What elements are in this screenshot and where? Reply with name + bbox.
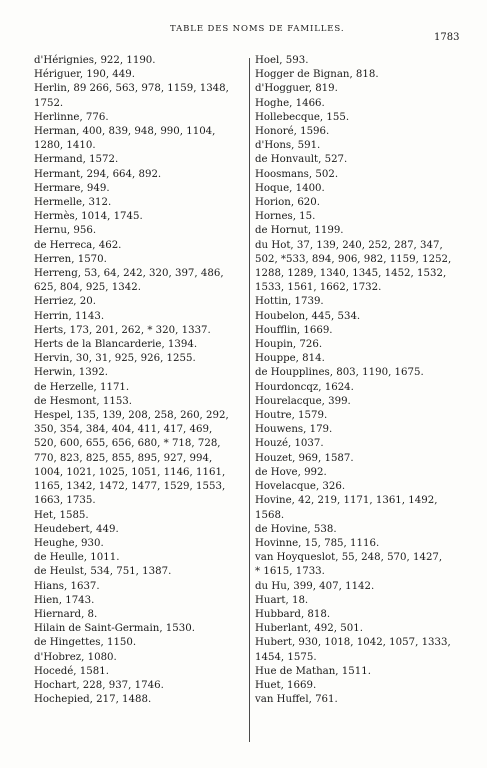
index-entry (34, 366, 244, 380)
index-entry-line: * 1615, 1733. (255, 566, 325, 578)
index-entry-line: Hourelacque, 399. (255, 395, 351, 407)
index-entry-line: Hogger de Bignan, 818. (255, 69, 379, 81)
index-entry-line: de Houpplines, 803, 1190, 1675. (255, 367, 424, 379)
index-entry-line: de Hesmont, 1153. (34, 395, 133, 407)
index-entry-line: Herlin, 89 266, 563, 978, 1159, 1348, (34, 83, 229, 95)
index-entry-line: Honoré, 1596. (255, 126, 330, 138)
index-entry-line: de Hingettes, 1150. (34, 637, 137, 649)
index-entry (34, 82, 244, 110)
index-entry (34, 239, 244, 253)
index-entry-line: 770, 823, 825, 855, 895, 927, 994, (34, 452, 213, 464)
index-entry (255, 395, 477, 409)
index-entry-line: Hiernard, 8. (34, 608, 98, 620)
index-entry (255, 82, 477, 96)
index-entry-line: Herriez, 20. (34, 296, 96, 308)
index-entry (255, 125, 477, 139)
index-entry (255, 295, 477, 309)
index-entry (255, 224, 477, 238)
index-entry-line: Hue de Mathan, 1511. (255, 665, 371, 677)
index-entry-line: du Hot, 37, 139, 240, 252, 287, 347, (255, 239, 443, 251)
index-entry-line: 520, 600, 655, 656, 680, * 718, 728, (34, 438, 221, 450)
index-entry (34, 565, 244, 579)
index-entry-line: Hermelle, 312. (34, 197, 112, 209)
index-entry (255, 622, 477, 636)
index-entry (255, 68, 477, 82)
index-entry (255, 580, 477, 594)
index-entry-line: 1004, 1021, 1025, 1051, 1146, 1161, (34, 466, 226, 478)
index-entry-line: Hoel, 593. (255, 55, 309, 66)
index-entry (255, 679, 477, 693)
index-entry-line: Hoosmans, 502. (255, 168, 339, 180)
index-entry-line: Hochart, 228, 937, 1746. (34, 679, 164, 691)
index-entry (255, 153, 477, 167)
index-entry-line: Herren, 1570. (34, 253, 107, 265)
index-entry (255, 168, 477, 182)
index-entry-line: Herwin, 1392. (34, 367, 108, 379)
index-entry (34, 54, 244, 68)
index-entry (34, 537, 244, 551)
index-entry-line: Herlinne, 776. (34, 111, 109, 123)
index-entry (34, 693, 244, 707)
index-entry-line: Herrin, 1143. (34, 310, 105, 322)
index-entry (255, 636, 477, 664)
index-entry (255, 466, 477, 480)
index-entry-line: d'Hobrez, 1080. (34, 651, 117, 663)
index-entry (34, 395, 244, 409)
index-entry (34, 594, 244, 608)
index-entry-line: Hermare, 949. (34, 182, 110, 194)
index-entry-line: 1663, 1735. (34, 495, 96, 507)
index-entry (34, 267, 244, 295)
index-entry (34, 622, 244, 636)
index-entry (34, 509, 244, 523)
index-entry-line: Hornes, 15. (255, 211, 316, 223)
index-entry (34, 182, 244, 196)
index-entry-line: Houbelon, 445, 534. (255, 310, 361, 322)
index-entry (34, 125, 244, 153)
index-entry-line: 502, *533, 894, 906, 982, 1159, 1252, (255, 253, 452, 265)
index-entry-line: de Hove, 992. (255, 466, 327, 478)
index-entry (34, 324, 244, 338)
index-entry-line: Herts de la Blancarderie, 1394. (34, 339, 198, 351)
index-entry-line: Hovinne, 15, 785, 1116. (255, 537, 380, 549)
index-entry (255, 423, 477, 437)
index-entry-line: 350, 354, 384, 404, 411, 417, 469, (34, 424, 213, 436)
index-entry-line: d'Hogguer, 819. (255, 83, 338, 95)
index-entry-line: Hermant, 294, 664, 892. (34, 168, 162, 180)
index-entry-line: 1454, 1575. (255, 651, 317, 663)
index-entry (255, 338, 477, 352)
index-entry-line: Huberlant, 492, 501. (255, 623, 363, 635)
index-entry-line: Herts, 173, 201, 262, * 320, 1337. (34, 324, 211, 336)
page-number: 1783 (434, 32, 460, 43)
index-entry (34, 338, 244, 352)
index-entry (34, 409, 244, 508)
index-entry (255, 452, 477, 466)
index-entry (34, 168, 244, 182)
index-entry (34, 551, 244, 565)
index-entry-line: de Heulle, 1011. (34, 552, 120, 564)
index-entry (34, 580, 244, 594)
index-entry (34, 111, 244, 125)
index-entry (34, 68, 244, 82)
index-entry (255, 54, 477, 68)
index-column-left (34, 54, 244, 707)
index-entry-line: 625, 804, 925, 1342. (34, 282, 141, 294)
index-entry-line: Hochepied, 217, 1488. (34, 694, 152, 706)
index-entry-line: Huart, 18. (255, 594, 309, 606)
index-entry (255, 366, 477, 380)
index-entry-line: Hermand, 1572. (34, 154, 119, 166)
index-entry (34, 310, 244, 324)
index-entry-line: Hollebecque, 155. (255, 111, 350, 123)
index-entry (255, 381, 477, 395)
column-divider (249, 58, 250, 742)
index-entry-line: Houzé, 1037. (255, 438, 324, 450)
index-entry-line: 1568. (255, 509, 285, 521)
index-entry-line: de Hovine, 538. (255, 523, 337, 535)
index-entry (255, 239, 477, 296)
index-entry-line: Hien, 1743. (34, 594, 95, 606)
index-entry-line: 1165, 1342, 1472, 1477, 1529, 1553, (34, 481, 226, 493)
index-entry (255, 437, 477, 451)
index-entry-line: Hocedé, 1581. (34, 665, 109, 677)
index-entry-line: Houfflin, 1669. (255, 324, 333, 336)
index-entry (34, 253, 244, 267)
index-entry (255, 111, 477, 125)
index-entry (255, 210, 477, 224)
index-entry-line: 1280, 1410. (34, 140, 96, 152)
index-entry (255, 182, 477, 196)
index-entry-line: du Hu, 399, 407, 1142. (255, 580, 375, 592)
index-entry-line: Heughe, 930. (34, 537, 104, 549)
index-entry (34, 651, 244, 665)
index-entry (255, 97, 477, 111)
index-entry-line: de Herzelle, 1171. (34, 381, 130, 393)
index-entry-line: de Honvault, 527. (255, 154, 348, 166)
index-entry (34, 352, 244, 366)
index-entry-line: van Hoyqueslot, 55, 248, 570, 1427, (255, 552, 443, 564)
index-entry-line: Hernu, 956. (34, 225, 97, 237)
running-title: TABLE DES NOMS DE FAMILLES. (170, 24, 345, 34)
index-entry-line: Herreng, 53, 64, 242, 320, 397, 486, (34, 268, 224, 280)
index-entry-line: van Huffel, 761. (255, 694, 338, 706)
index-entry (34, 523, 244, 537)
index-entry (255, 551, 477, 579)
index-entry (255, 310, 477, 324)
index-column-right (255, 54, 477, 707)
index-entry-line: Het, 1585. (34, 509, 89, 521)
index-entry (255, 537, 477, 551)
index-entry (34, 196, 244, 210)
index-entry (34, 295, 244, 309)
index-entry-line: de Heulst, 534, 751, 1387. (34, 566, 172, 578)
index-entry-line: 1752. (34, 97, 64, 109)
index-entry-line: Hoque, 1400. (255, 182, 325, 194)
index-entry (255, 324, 477, 338)
index-entry-line: Huet, 1669. (255, 679, 317, 691)
index-entry (255, 480, 477, 494)
index-entry (255, 409, 477, 423)
index-entry-line: Hovine, 42, 219, 1171, 1361, 1492, (255, 495, 438, 507)
index-entry-line: Hilain de Saint-Germain, 1530. (34, 623, 195, 635)
index-entry-line: de Hornut, 1199. (255, 225, 344, 237)
index-entry-line: 1533, 1561, 1662, 1732. (255, 282, 382, 294)
index-entry (255, 594, 477, 608)
index-entry-line: Houppe, 814. (255, 353, 325, 365)
index-entry-line: Houzet, 969, 1587. (255, 452, 354, 464)
index-entry-line: Hériguer, 190, 449. (34, 69, 135, 81)
index-entry-line: Hoghe, 1466. (255, 97, 325, 109)
index-entry (255, 139, 477, 153)
index-entry-line: Houwens, 179. (255, 424, 333, 436)
index-entry (255, 523, 477, 537)
index-entry-line: Herman, 400, 839, 948, 990, 1104, (34, 126, 216, 138)
index-entry-line: d'Hons, 591. (255, 140, 321, 152)
index-entry (34, 608, 244, 622)
index-entry (255, 608, 477, 622)
index-entry (255, 196, 477, 210)
index-entry-line: Horion, 620. (255, 197, 321, 209)
index-entry-line: Hians, 1637. (34, 580, 100, 592)
index-entry (34, 153, 244, 167)
index-entry-line: de Herreca, 462. (34, 239, 122, 251)
index-entry-line: Hottin, 1739. (255, 296, 324, 308)
page-header (0, 24, 487, 43)
index-entry (255, 352, 477, 366)
index-entry-line: Hermès, 1014, 1745. (34, 211, 143, 223)
index-entry (34, 679, 244, 693)
index-entry (255, 693, 477, 707)
index-entry-line: Houpin, 726. (255, 339, 323, 351)
index-entry-line: Hervin, 30, 31, 925, 926, 1255. (34, 353, 196, 365)
index-entry (34, 636, 244, 650)
index-entry-line: d'Hérignies, 922, 1190. (34, 55, 156, 66)
index-entry-line: Hovelacque, 326. (255, 481, 346, 493)
index-entry (34, 210, 244, 224)
index-entry (34, 381, 244, 395)
index-entry (34, 665, 244, 679)
index-entry-line: Houtre, 1579. (255, 410, 328, 422)
index-entry-line: Hourdoncqz, 1624. (255, 381, 354, 393)
index-entry (255, 665, 477, 679)
index-entry (255, 494, 477, 522)
index-entry (34, 224, 244, 238)
index-entry-line: 1288, 1289, 1340, 1345, 1452, 1532, (255, 268, 447, 280)
index-entry-line: Hubert, 930, 1018, 1042, 1057, 1333, (255, 637, 451, 649)
index-entry-line: Heudebert, 449. (34, 523, 119, 535)
index-entry-line: Hubbard, 818. (255, 608, 331, 620)
index-entry-line: Hespel, 135, 139, 208, 258, 260, 292, (34, 410, 229, 422)
